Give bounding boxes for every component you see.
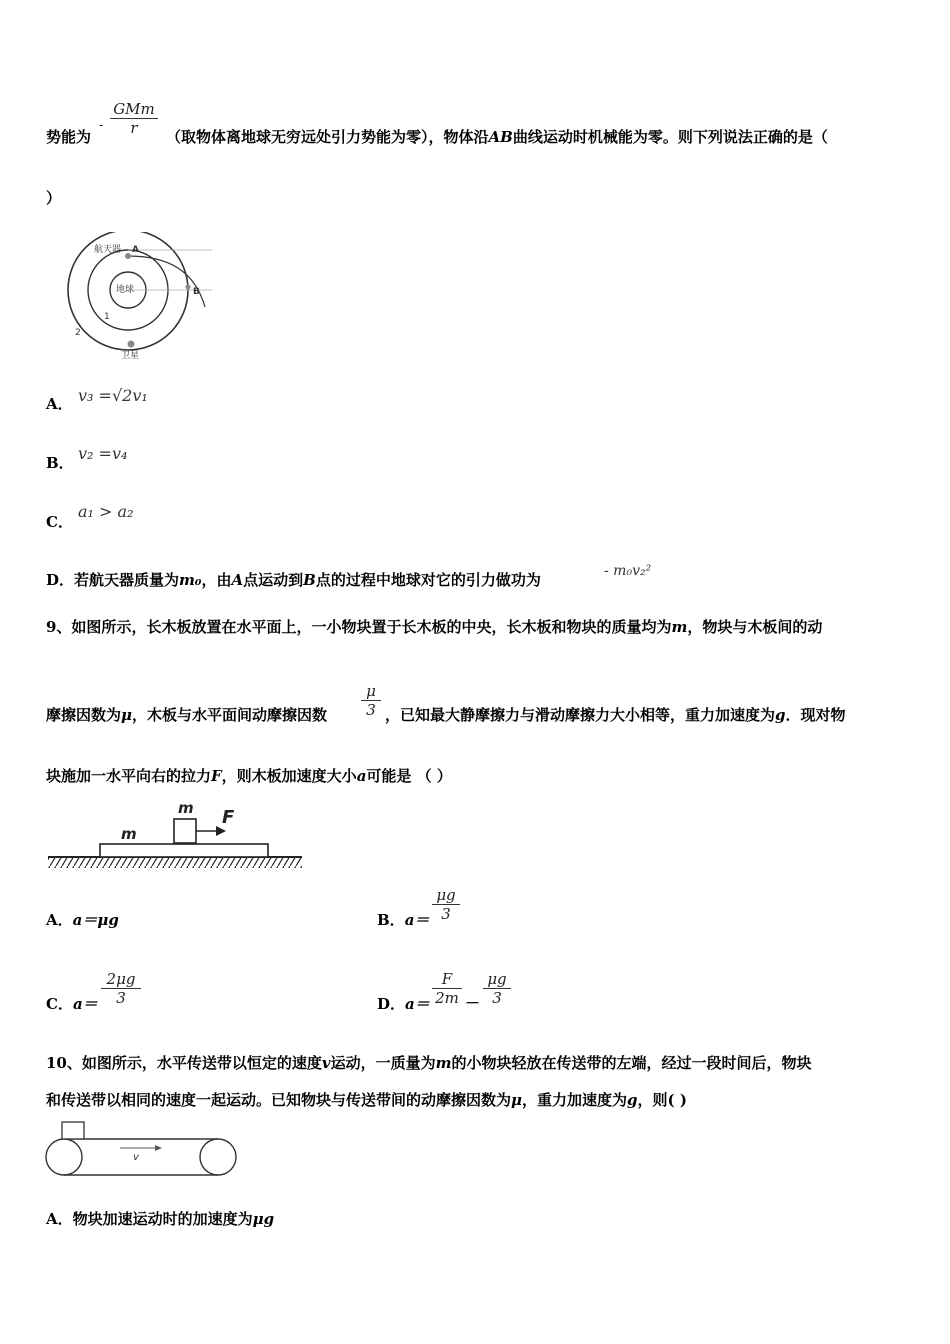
label-A: A [132, 245, 139, 255]
q8-optD-label: D． [46, 571, 75, 589]
q8-text-end: 曲线运动时机械能为零。则下列说法正确的是（ [512, 128, 828, 146]
conveyor-block [62, 1122, 84, 1139]
q10-line2 [46, 1090, 687, 1110]
q9-optD-pre: a＝ [405, 995, 430, 1013]
q8-energy-fraction [110, 100, 158, 137]
q8-optB-label: B． [46, 454, 74, 472]
q9-line2b: ，木板与水平面间动摩擦因数 [132, 706, 328, 724]
q9-optC [46, 994, 98, 1014]
q10-line1a: 10、如图所示，水平传送带以恒定的速度 [46, 1054, 322, 1072]
q10-m: m [435, 1054, 452, 1072]
small-block [174, 819, 196, 843]
q10-line1b: 运动，一质量为 [330, 1054, 436, 1072]
q9-optD-label: D． [377, 995, 406, 1013]
q8-close-paren: ） [46, 189, 62, 207]
q8-optD-math: - m₀v₂² [604, 563, 652, 579]
q8-optD-B: B [303, 571, 316, 589]
q9-a: a [356, 767, 367, 785]
board-block-diagram [44, 796, 306, 876]
q10-line2c: ，则( ) [637, 1091, 687, 1109]
q9-F: F [211, 767, 222, 785]
label-B: B [193, 287, 200, 297]
q9-optD-minus: － [465, 994, 481, 1012]
q9-optA-label: A． [46, 911, 73, 929]
q9-line2-rest [385, 705, 846, 725]
label-v: v [133, 1152, 139, 1163]
q9-optC-pre: a＝ [72, 995, 98, 1013]
q8-optD-text2: ，由 [201, 571, 232, 589]
right-pulley [200, 1139, 236, 1175]
q8-minus: - [99, 118, 104, 133]
label-m-block: m [178, 799, 194, 817]
q9-line3c: 可能是 （ ） [366, 767, 452, 785]
q9-optB-pre: a＝ [404, 911, 430, 929]
q9-frac-den: 3 [366, 701, 376, 719]
point-A [125, 253, 131, 259]
q9-line1-text: 9、如图所示，长木板放置在水平面上，一小物块置于长木板的中央，长木板和物块的质量均为 [46, 618, 672, 636]
q9-optC-num: 2μg [106, 970, 136, 988]
orbit-diagram [60, 232, 220, 362]
velocity-arrow-head [155, 1145, 162, 1151]
long-board [100, 844, 268, 857]
label-orbit-2: 2 [75, 328, 81, 338]
q8-frac-num: GMm [113, 100, 155, 118]
label-m-board: m [121, 825, 137, 843]
q9-g: g [775, 706, 786, 724]
q10-line1c: 的小物块轻放在传送带的左端，经过一段时间后，物块 [451, 1054, 812, 1072]
q8-optD [46, 570, 541, 590]
q8-optA-math: v₃ =√2v₁ [78, 386, 148, 405]
q8-optB-math: v₂ =v₄ [78, 444, 128, 463]
q9-optB-num: μg [436, 886, 456, 904]
q9-line3a: 块施加一水平向右的拉力 [46, 767, 212, 785]
q9-optC-label: C． [46, 995, 73, 1013]
label-earth: 地球 [116, 285, 135, 295]
q8-optD-text3: 点运动到 [243, 571, 304, 589]
q8-optD-text4: 点的过程中地球对它的引力做功为 [315, 571, 541, 589]
q9-line2a: 摩擦因数为 [46, 706, 122, 724]
q9-optC-den: 3 [116, 989, 126, 1007]
q9-mu: μ [121, 706, 132, 724]
q9-optB-fraction [432, 886, 460, 923]
q9-optD [377, 994, 430, 1014]
q10-line2a: 和传送带以相同的速度一起运动。已知物块与传送带间的动摩擦因数为 [46, 1091, 512, 1109]
label-orbit-1: 1 [104, 312, 110, 322]
q9-line3b: ，则木板加速度大小 [221, 767, 357, 785]
q9-line2d: ．现对物 [785, 706, 846, 724]
q8-optC-label: C． [46, 513, 73, 531]
q10-optA [46, 1209, 274, 1229]
q8-frac-den: r [130, 119, 138, 137]
q10-optA-mug: μg [252, 1210, 275, 1228]
q10-line1 [46, 1053, 812, 1073]
q8-optC-math: a₁ > a₂ [78, 502, 134, 521]
q9-line2 [46, 705, 327, 725]
q8-prefix: 势能为 [46, 128, 92, 146]
label-satellite: 卫星 [121, 351, 140, 361]
q9-optC-fraction [101, 970, 141, 1007]
q10-v: v [321, 1054, 331, 1072]
left-pulley [46, 1139, 82, 1175]
q9-optD-num2: μg [487, 970, 507, 988]
q8-line1-text [166, 127, 828, 147]
q10-mu: μ [511, 1091, 522, 1109]
q8-optD-A: A [231, 571, 244, 589]
q8-optA-label: A． [46, 395, 73, 413]
q9-frac-num: μ [366, 682, 376, 700]
q9-line3 [46, 766, 452, 786]
label-F: F [222, 807, 235, 828]
q9-m: m [671, 618, 688, 636]
q9-mu-over-3 [361, 682, 381, 719]
q9-line1-end: ，物块与木板间的动 [687, 618, 823, 636]
q9-optB [377, 910, 429, 930]
q10-line2b: ，重力加速度为 [522, 1091, 628, 1109]
label-spacecraft: 航天器 [94, 245, 122, 255]
q9-optA-text: a＝μg [72, 911, 119, 929]
q9-optB-label: B． [377, 911, 405, 929]
q9-optD-den2: 3 [492, 989, 502, 1007]
q9-line1 [46, 617, 822, 637]
q10-g: g [627, 1091, 638, 1109]
q9-optD-fraction1 [432, 970, 462, 1007]
satellite-dot [128, 341, 135, 348]
ground-hatch [48, 858, 302, 868]
q8-optD-m0: m₀ [179, 571, 202, 589]
point-B [186, 285, 191, 290]
q8-text-mid: （取物体离地球无穷远处引力势能为零），物体沿 [166, 128, 489, 146]
q9-line2c: ，已知最大静摩擦力与滑动摩擦力大小相等，重力加速度为 [385, 706, 776, 724]
q9-optD-num1: F [441, 970, 453, 988]
conveyor-diagram [40, 1118, 244, 1180]
q9-optA [46, 910, 119, 930]
q8-optD-text1: 若航天器质量为 [74, 571, 180, 589]
q9-optD-fraction2 [483, 970, 511, 1007]
q10-optA-label: A． [46, 1210, 73, 1228]
q9-optB-den: 3 [441, 905, 451, 923]
q9-optD-den1: 2m [435, 989, 459, 1007]
q8-ab: AB [488, 128, 513, 146]
q10-optA-text: 物块加速运动时的加速度为 [72, 1210, 253, 1228]
